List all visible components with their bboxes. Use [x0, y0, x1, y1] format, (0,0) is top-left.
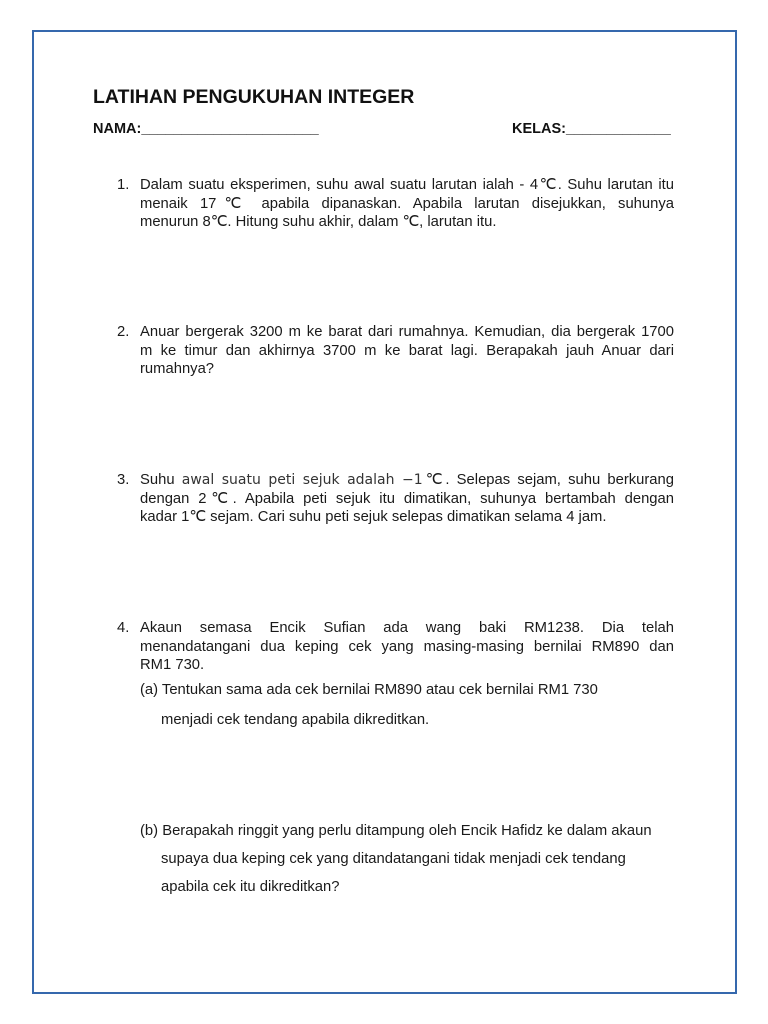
- question-1-line: menaik 17℃ apabila dipanaskan. Apabila larutan disejukkan, suhunya: [140, 195, 674, 212]
- name-field: NAMA:______________________: [93, 121, 319, 137]
- question-4-line: RM1 730.: [140, 657, 205, 673]
- question-4-line: menandatangani dua keping cek yang masing-masing bernilai RM890 dan: [140, 638, 674, 655]
- question-4b-line: (b) Berapakah ringgit yang perlu ditampung oleh Encik Hafidz ke dalam akaun: [140, 823, 652, 839]
- question-3-number: 3.: [117, 472, 130, 488]
- question-3-text-segment: Suhu: [140, 472, 182, 488]
- question-1-line: menurun 8℃. Hitung suhu akhir, dalam ℃, larutan itu.: [140, 214, 497, 230]
- question-2-line: rumahnya?: [140, 361, 215, 377]
- question-4a-line: (a) Tentukan sama ada cek bernilai RM890 atau cek bernilai RM1 730: [140, 682, 598, 698]
- question-2-line: m ke timur dan akhirnya 3700 m ke barat lagi. Berapakah jauh Anuar dari: [140, 342, 674, 359]
- question-4a-line: menjadi cek tendang apabila dikreditkan.: [161, 711, 430, 728]
- question-3-text-segment: ℃. Selepas sejam, suhu berkurang: [422, 472, 674, 488]
- question-4a: [140, 676, 598, 735]
- question-4-line: Akaun semasa Encik Sufian ada wang baki RM1238. Dia telah: [140, 620, 674, 636]
- question-3: [140, 471, 674, 527]
- question-4b-line: supaya dua keping cek yang ditandatangani tidak menjadi cek tendang: [161, 851, 626, 867]
- class-field: KELAS:_____________: [512, 121, 671, 137]
- question-4-number: 4.: [117, 620, 130, 636]
- question-4: [140, 619, 674, 675]
- question-3-line: dengan 2℃. Apabila peti sejuk itu dimatikan, suhunya bertambah dengan: [140, 490, 674, 507]
- question-4b: [140, 817, 652, 901]
- question-3-line: kadar 1℃ sejam. Cari suhu peti sejuk selepas dimatikan selama 4 jam.: [140, 509, 607, 525]
- question-4b-line: apabila cek itu dikreditkan?: [161, 879, 340, 895]
- question-2-line: Anuar bergerak 3200 m ke barat dari rumahnya. Kemudian, dia bergerak 1700: [140, 324, 674, 340]
- question-1-number: 1.: [117, 177, 130, 193]
- question-2: [140, 323, 674, 379]
- worksheet-title: LATIHAN PENGUKUHAN INTEGER: [93, 86, 415, 108]
- question-1-line: Dalam suatu eksperimen, suhu awal suatu larutan ialah - 4℃. Suhu larutan itu: [140, 177, 674, 193]
- question-3-text-segment: awal suatu peti sejuk adalah −1: [181, 472, 423, 488]
- question-3-line: [140, 471, 674, 490]
- question-2-number: 2.: [117, 324, 130, 340]
- question-1: [140, 176, 674, 232]
